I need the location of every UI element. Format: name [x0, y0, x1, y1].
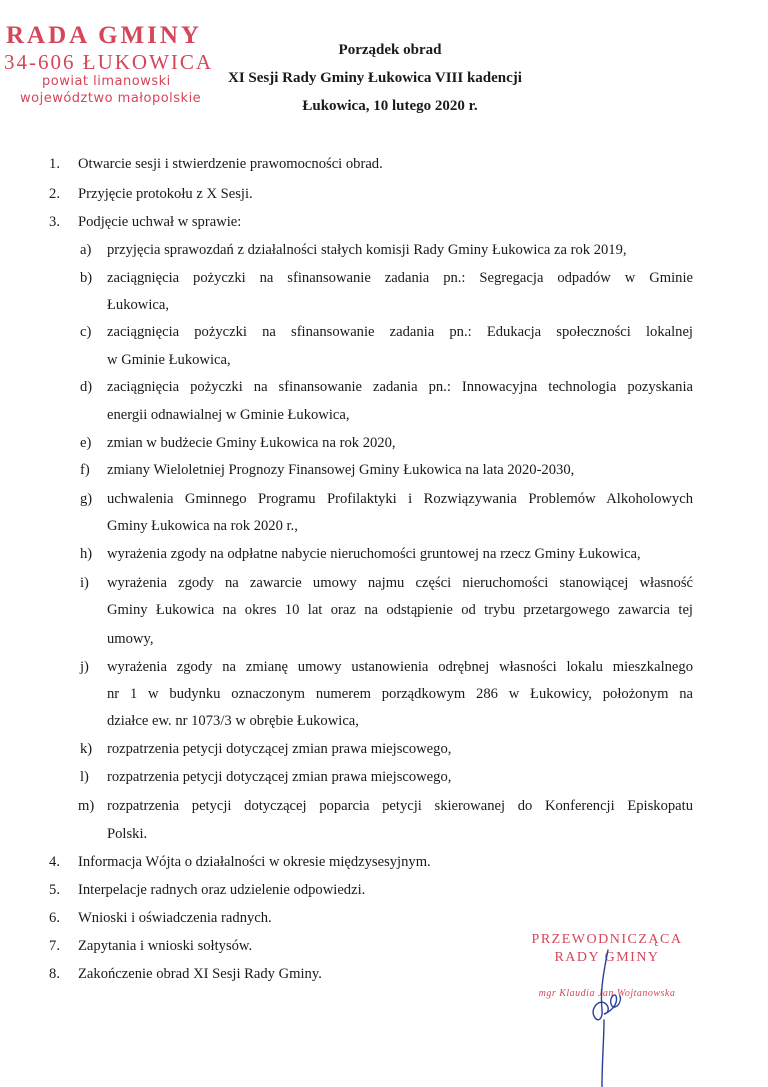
subitem-text: Gminy Łukowica na rok 2020 r., [107, 518, 298, 534]
agenda-number: 5. [49, 882, 60, 898]
chair-stamp-body: RADY GMINY [554, 950, 660, 965]
stamp-council-name: RADA GMINY [6, 22, 202, 49]
agenda-text: Podjęcie uchwał w sprawie: [78, 214, 242, 230]
document-title: Porządek obrad [338, 42, 442, 58]
agenda-number: 7. [49, 938, 60, 954]
subitem-letter: e) [80, 435, 92, 451]
subitem-text: wyrażenia zgody na zmianę umowy ustanowienia odrębnej własności lokalu mieszkalnego [107, 659, 693, 675]
agenda-number: 2. [49, 186, 60, 202]
subitem-text: rozpatrzenia petycji dotyczącej poparcia petycji skierowanej do Konferencji Episkopatu [107, 798, 693, 814]
agenda-number: 6. [49, 910, 60, 926]
subitem-text: zaciągnięcia pożyczki na sfinansowanie zadania pn.: Edukacja społeczności lokalnej [107, 324, 693, 340]
agenda-number: 3. [49, 214, 60, 230]
agenda-text: Interpelacje radnych oraz udzielenie odpowiedzi. [78, 882, 366, 898]
subitem-letter: h) [80, 546, 93, 562]
subitem-letter: j) [80, 659, 89, 675]
subitem-text: zaciągnięcia pożyczki na sfinansowanie zadania pn.: Segregacja odpadów w Gminie [107, 270, 693, 286]
chair-stamp-title: PRZEWODNICZĄCA [531, 932, 683, 947]
stamp-voivodeship: województwo małopolskie [20, 91, 202, 106]
agenda-text: Przyjęcie protokołu z X Sesji. [78, 186, 253, 202]
subitem-text: zmiany Wieloletniej Prognozy Finansowej Gminy Łukowica na lata 2020-2030, [107, 462, 575, 478]
agenda-number: 1. [49, 156, 60, 172]
subitem-text: rozpatrzenia petycji dotyczącej zmian prawa miejscowego, [107, 769, 452, 785]
subitem-letter: f) [80, 462, 90, 478]
subitem-text: Polski. [107, 826, 148, 842]
subitem-text: przyjęcia sprawozdań z działalności stałych komisji Rady Gminy Łukowica za rok 2019, [107, 242, 627, 258]
subitem-letter: a) [80, 242, 92, 258]
subitem-text: działce ew. nr 1073/3 w obrębie Łukowica, [107, 713, 359, 729]
subitem-letter: k) [80, 741, 93, 757]
handwritten-signature [560, 940, 640, 1087]
subitem-text: wyrażenia zgody na zawarcie umowy najmu części nieruchomości stanowiącej własność [107, 575, 693, 591]
subitem-text: umowy, [107, 631, 154, 647]
agenda-number: 8. [49, 966, 60, 982]
agenda-text: Informacja Wójta o działalności w okresie międzysesyjnym. [78, 854, 431, 870]
subitem-letter: d) [80, 379, 93, 395]
subitem-letter: g) [80, 491, 93, 507]
subitem-letter: c) [80, 324, 92, 340]
session-title: XI Sesji Rady Gminy Łukowica VIII kadencji [228, 70, 522, 86]
agenda-number: 4. [49, 854, 60, 870]
subitem-text: zmian w budżecie Gminy Łukowica na rok 2020, [107, 435, 396, 451]
subitem-text: wyrażenia zgody na odpłatne nabycie nieruchomości gruntowej na rzecz Gminy Łukowica, [107, 546, 641, 562]
agenda-text: Otwarcie sesji i stwierdzenie prawomocności obrad. [78, 156, 383, 172]
subitem-letter: m) [78, 798, 95, 814]
subitem-letter: b) [80, 270, 93, 286]
agenda-text: Wnioski i oświadczenia radnych. [78, 910, 272, 926]
subitem-text: nr 1 w budynku oznaczonym numerem porządkowym 286 w Łukowicy, położonym na [107, 686, 693, 702]
subitem-text: Gminy Łukowica na okres 10 lat oraz na odstąpienie od trybu przetargowego zawarcia tej [107, 602, 693, 618]
subitem-text: w Gminie Łukowica, [107, 352, 231, 368]
subitem-letter: l) [80, 769, 89, 785]
subitem-text: Łukowica, [107, 297, 170, 313]
subitem-text: rozpatrzenia petycji dotyczącej zmian prawa miejscowego, [107, 741, 452, 757]
subitem-letter: i) [80, 575, 89, 591]
subitem-text: energii odnawialnej w Gminie Łukowica, [107, 407, 350, 423]
agenda-text: Zakończenie obrad XI Sesji Rady Gminy. [78, 966, 322, 982]
chair-stamp-name: mgr Klaudia Jan Wojtanowska [538, 988, 676, 999]
place-date: Łukowica, 10 lutego 2020 r. [302, 98, 478, 114]
stamp-postal-address: 34-606 ŁUKOWICA [4, 50, 214, 74]
subitem-text: uchwalenia Gminnego Programu Profilaktyki i Rozwiązywania Problemów Alkoholowych [107, 491, 693, 507]
subitem-text: zaciągnięcia pożyczki na sfinansowanie zadania pn.: Innowacyjna technologia pozyskania [107, 379, 693, 395]
agenda-text: Zapytania i wnioski sołtysów. [78, 938, 253, 954]
stamp-district: powiat limanowski [42, 74, 171, 89]
